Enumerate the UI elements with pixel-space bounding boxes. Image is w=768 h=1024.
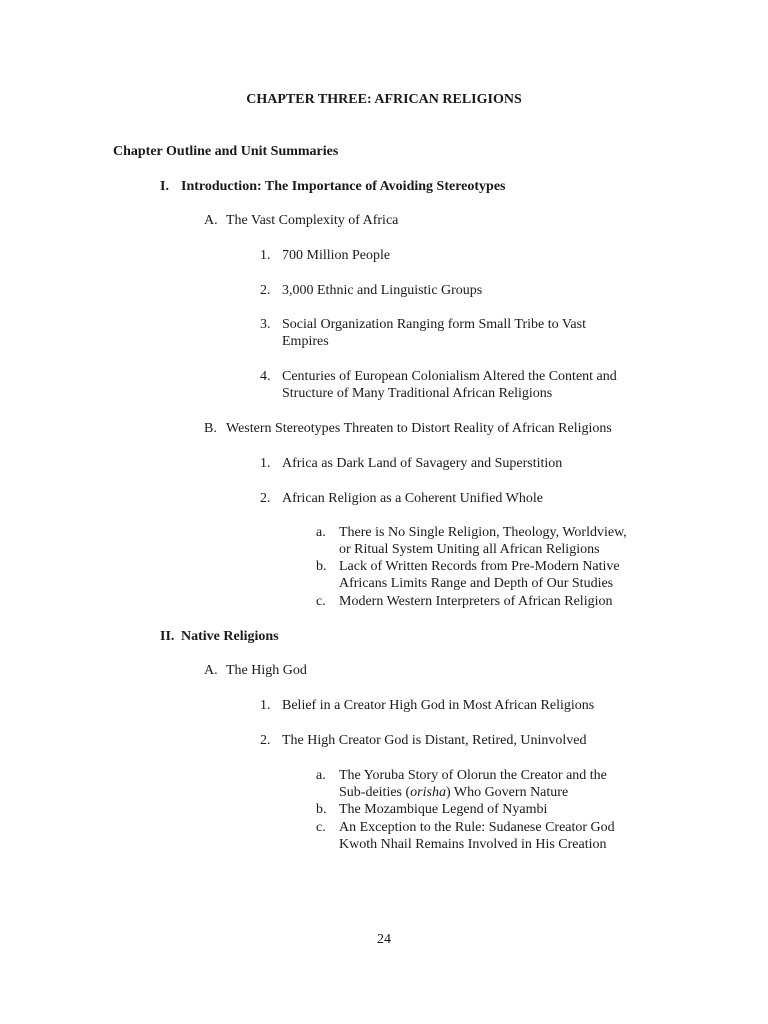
sub-item-text: Lack of Written Records from Pre-Modern Native	[339, 559, 620, 574]
sub-item-marker: a.	[316, 525, 326, 540]
item-text: Africa as Dark Land of Savagery and Superstition	[282, 456, 563, 471]
sub-item-marker: c.	[316, 820, 326, 835]
sub-item-text: Modern Western Interpreters of African Religion	[339, 594, 613, 609]
sub-item-text-continued	[339, 784, 568, 801]
sub-item-marker: b.	[316, 802, 327, 817]
subsection-title: Western Stereotypes Threaten to Distort Reality of African Religions	[226, 421, 612, 436]
item-text: Social Organization Ranging form Small Tribe to Vast	[282, 317, 586, 332]
letter-marker: A.	[204, 663, 218, 678]
letter-marker: A.	[204, 213, 218, 228]
subsection-title: The High God	[226, 663, 307, 678]
sub-item-text: An Exception to the Rule: Sudanese Creator God	[339, 820, 615, 835]
roman-marker: II.	[160, 629, 175, 644]
section-heading: Chapter Outline and Unit Summaries	[113, 144, 339, 159]
subsection-title: The Vast Complexity of Africa	[226, 213, 399, 228]
item-marker: 4.	[260, 369, 271, 384]
letter-marker: B.	[204, 421, 217, 436]
chapter-title: CHAPTER THREE: AFRICAN RELIGIONS	[246, 92, 522, 107]
section-title: Native Religions	[181, 629, 279, 644]
item-marker: 3.	[260, 317, 271, 332]
item-marker: 1.	[260, 456, 271, 471]
italic-term: orisha	[410, 785, 446, 800]
text-fragment: Sub-deities (	[339, 785, 411, 800]
sub-item-text-continued: Kwoth Nhail Remains Involved in His Creation	[339, 837, 607, 852]
section-title: Introduction: The Importance of Avoiding Stereotypes	[181, 179, 506, 194]
item-text: Centuries of European Colonialism Altered the Content and	[282, 369, 617, 384]
item-marker: 2.	[260, 491, 271, 506]
sub-item-text-continued: Africans Limits Range and Depth of Our Studies	[339, 576, 614, 591]
sub-item-text: There is No Single Religion, Theology, Worldview,	[339, 525, 627, 540]
item-text: 700 Million People	[282, 248, 391, 263]
item-text-continued: Empires	[282, 334, 329, 349]
item-text: Belief in a Creator High God in Most African Religions	[282, 698, 595, 713]
item-marker: 1.	[260, 248, 271, 263]
page-number: 24	[377, 932, 391, 947]
item-text: 3,000 Ethnic and Linguistic Groups	[282, 283, 483, 298]
sub-item-text: The Mozambique Legend of Nyambi	[339, 802, 548, 817]
item-marker: 2.	[260, 733, 271, 748]
item-text: African Religion as a Coherent Unified Whole	[282, 491, 543, 506]
text-fragment: ) Who Govern Nature	[445, 785, 569, 800]
sub-item-marker: c.	[316, 594, 326, 609]
item-marker: 1.	[260, 698, 271, 713]
sub-item-marker: a.	[316, 768, 326, 783]
item-text-continued: Structure of Many Traditional African Religions	[282, 386, 553, 401]
roman-marker: I.	[160, 179, 169, 194]
sub-item-text: The Yoruba Story of Olorun the Creator and the	[339, 768, 607, 783]
item-text: The High Creator God is Distant, Retired, Uninvolved	[282, 733, 587, 748]
sub-item-text-continued: or Ritual System Uniting all African Religions	[339, 542, 600, 557]
item-marker: 2.	[260, 283, 271, 298]
sub-item-marker: b.	[316, 559, 327, 574]
